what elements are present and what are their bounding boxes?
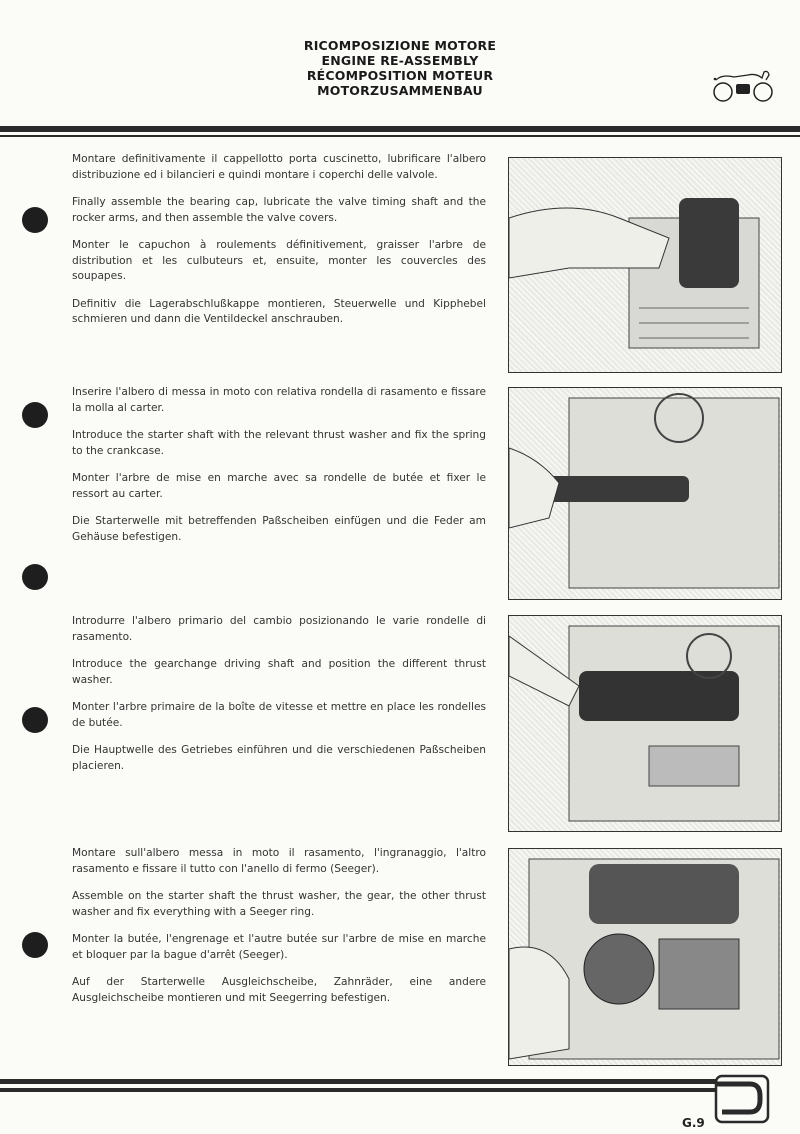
page-title	[250, 38, 550, 98]
paragraph-italian: Montare definitivamente il cappellotto porta cuscinetto, lubrificare l'albero distribuzione ed i bilancieri e quindi montare i coperchi delle valvole.	[72, 153, 486, 181]
step-2-text	[72, 385, 486, 557]
header-rule-thin	[0, 135, 800, 137]
paragraph-english: Introduce the starter shaft with the relevant thrust washer and fix the spring to the crankcase.	[72, 429, 486, 457]
brand-d-logo-icon	[714, 1074, 770, 1124]
header-rule	[0, 126, 800, 132]
paragraph-french: Monter l'arbre primaire de la boîte de vitesse et mettre en place les rondelles de butée.	[72, 701, 486, 729]
title-french: RÉCOMPOSITION MOTEUR	[306, 68, 494, 83]
step-1-text	[72, 152, 486, 340]
photo-starter-gear	[508, 848, 782, 1066]
paragraph-french: Monter l'arbre de mise en marche avec sa rondelle de butée et fixer le ressort au carter.	[72, 472, 486, 500]
binder-hole	[22, 707, 48, 733]
paragraph-english: Introduce the gearchange driving shaft and position the different thrust washer.	[72, 658, 486, 686]
paragraph-italian: Montare sull'albero messa in moto il rasamento, l'ingranaggio, l'altro rasamento e fissare il tutto con l'anello di fermo (Seeger).	[72, 847, 486, 875]
binder-hole	[22, 402, 48, 428]
title-italian: RICOMPOSIZIONE MOTORE	[303, 38, 497, 53]
photo-valve-covers	[508, 157, 782, 373]
paragraph-italian: Inserire l'albero di messa in moto con relativa rondella di rasamento e fissare la molla al carter.	[72, 386, 486, 414]
paragraph-french: Monter le capuchon à roulements définitivement, graisser l'arbre de distribution et les culbuteurs et, ensuite, monter les couvercles des soupapes.	[72, 239, 486, 282]
paragraph-italian: Introdurre l'albero primario del cambio posizionando le varie rondelle di rasamento.	[72, 615, 486, 643]
paragraph-french: Monter la butée, l'engrenage et l'autre butée sur l'arbre de mise en marche et bloquer par la bague d'arrêt (Seeger).	[72, 933, 486, 961]
page-number: G.9	[682, 1116, 705, 1130]
paragraph-german: Definitiv die Lagerabschlußkappe montieren, Steuerwelle und Kipphebel schmieren und dann die Ventildeckel anschrauben.	[72, 297, 486, 325]
paragraph-german: Auf der Starterwelle Ausgleichscheibe, Zahnräder, eine andere Ausgleichscheibe montieren und mit Seegerring befestigen.	[72, 976, 486, 1004]
binder-hole	[22, 207, 48, 233]
footer-rule-thin	[0, 1088, 740, 1092]
step-3-text	[72, 614, 486, 786]
motorcycle-logo-icon	[712, 62, 774, 104]
title-german: MOTORZUSAMMENBAU	[317, 83, 483, 98]
footer-rule	[0, 1079, 740, 1084]
step-4-text	[72, 846, 486, 1018]
paragraph-german: Die Hauptwelle des Getriebes einführen und die verschiedenen Paßscheiben placieren.	[72, 744, 486, 772]
paragraph-english: Finally assemble the bearing cap, lubricate the valve timing shaft and the rocker arms, and then assemble the valve covers.	[72, 196, 486, 224]
paragraph-english: Assemble on the starter shaft the thrust washer, the gear, the other thrust washer and fix everything with a Seeger ring.	[72, 890, 486, 918]
photo-gearchange-shaft	[508, 615, 782, 832]
paragraph-german: Die Starterwelle mit betreffenden Paßscheiben einfügen und die Feder am Gehäuse befestigen.	[72, 515, 486, 543]
binder-hole	[22, 564, 48, 590]
binder-hole	[22, 932, 48, 958]
title-english: ENGINE RE-ASSEMBLY	[321, 53, 479, 68]
photo-starter-shaft	[508, 387, 782, 600]
